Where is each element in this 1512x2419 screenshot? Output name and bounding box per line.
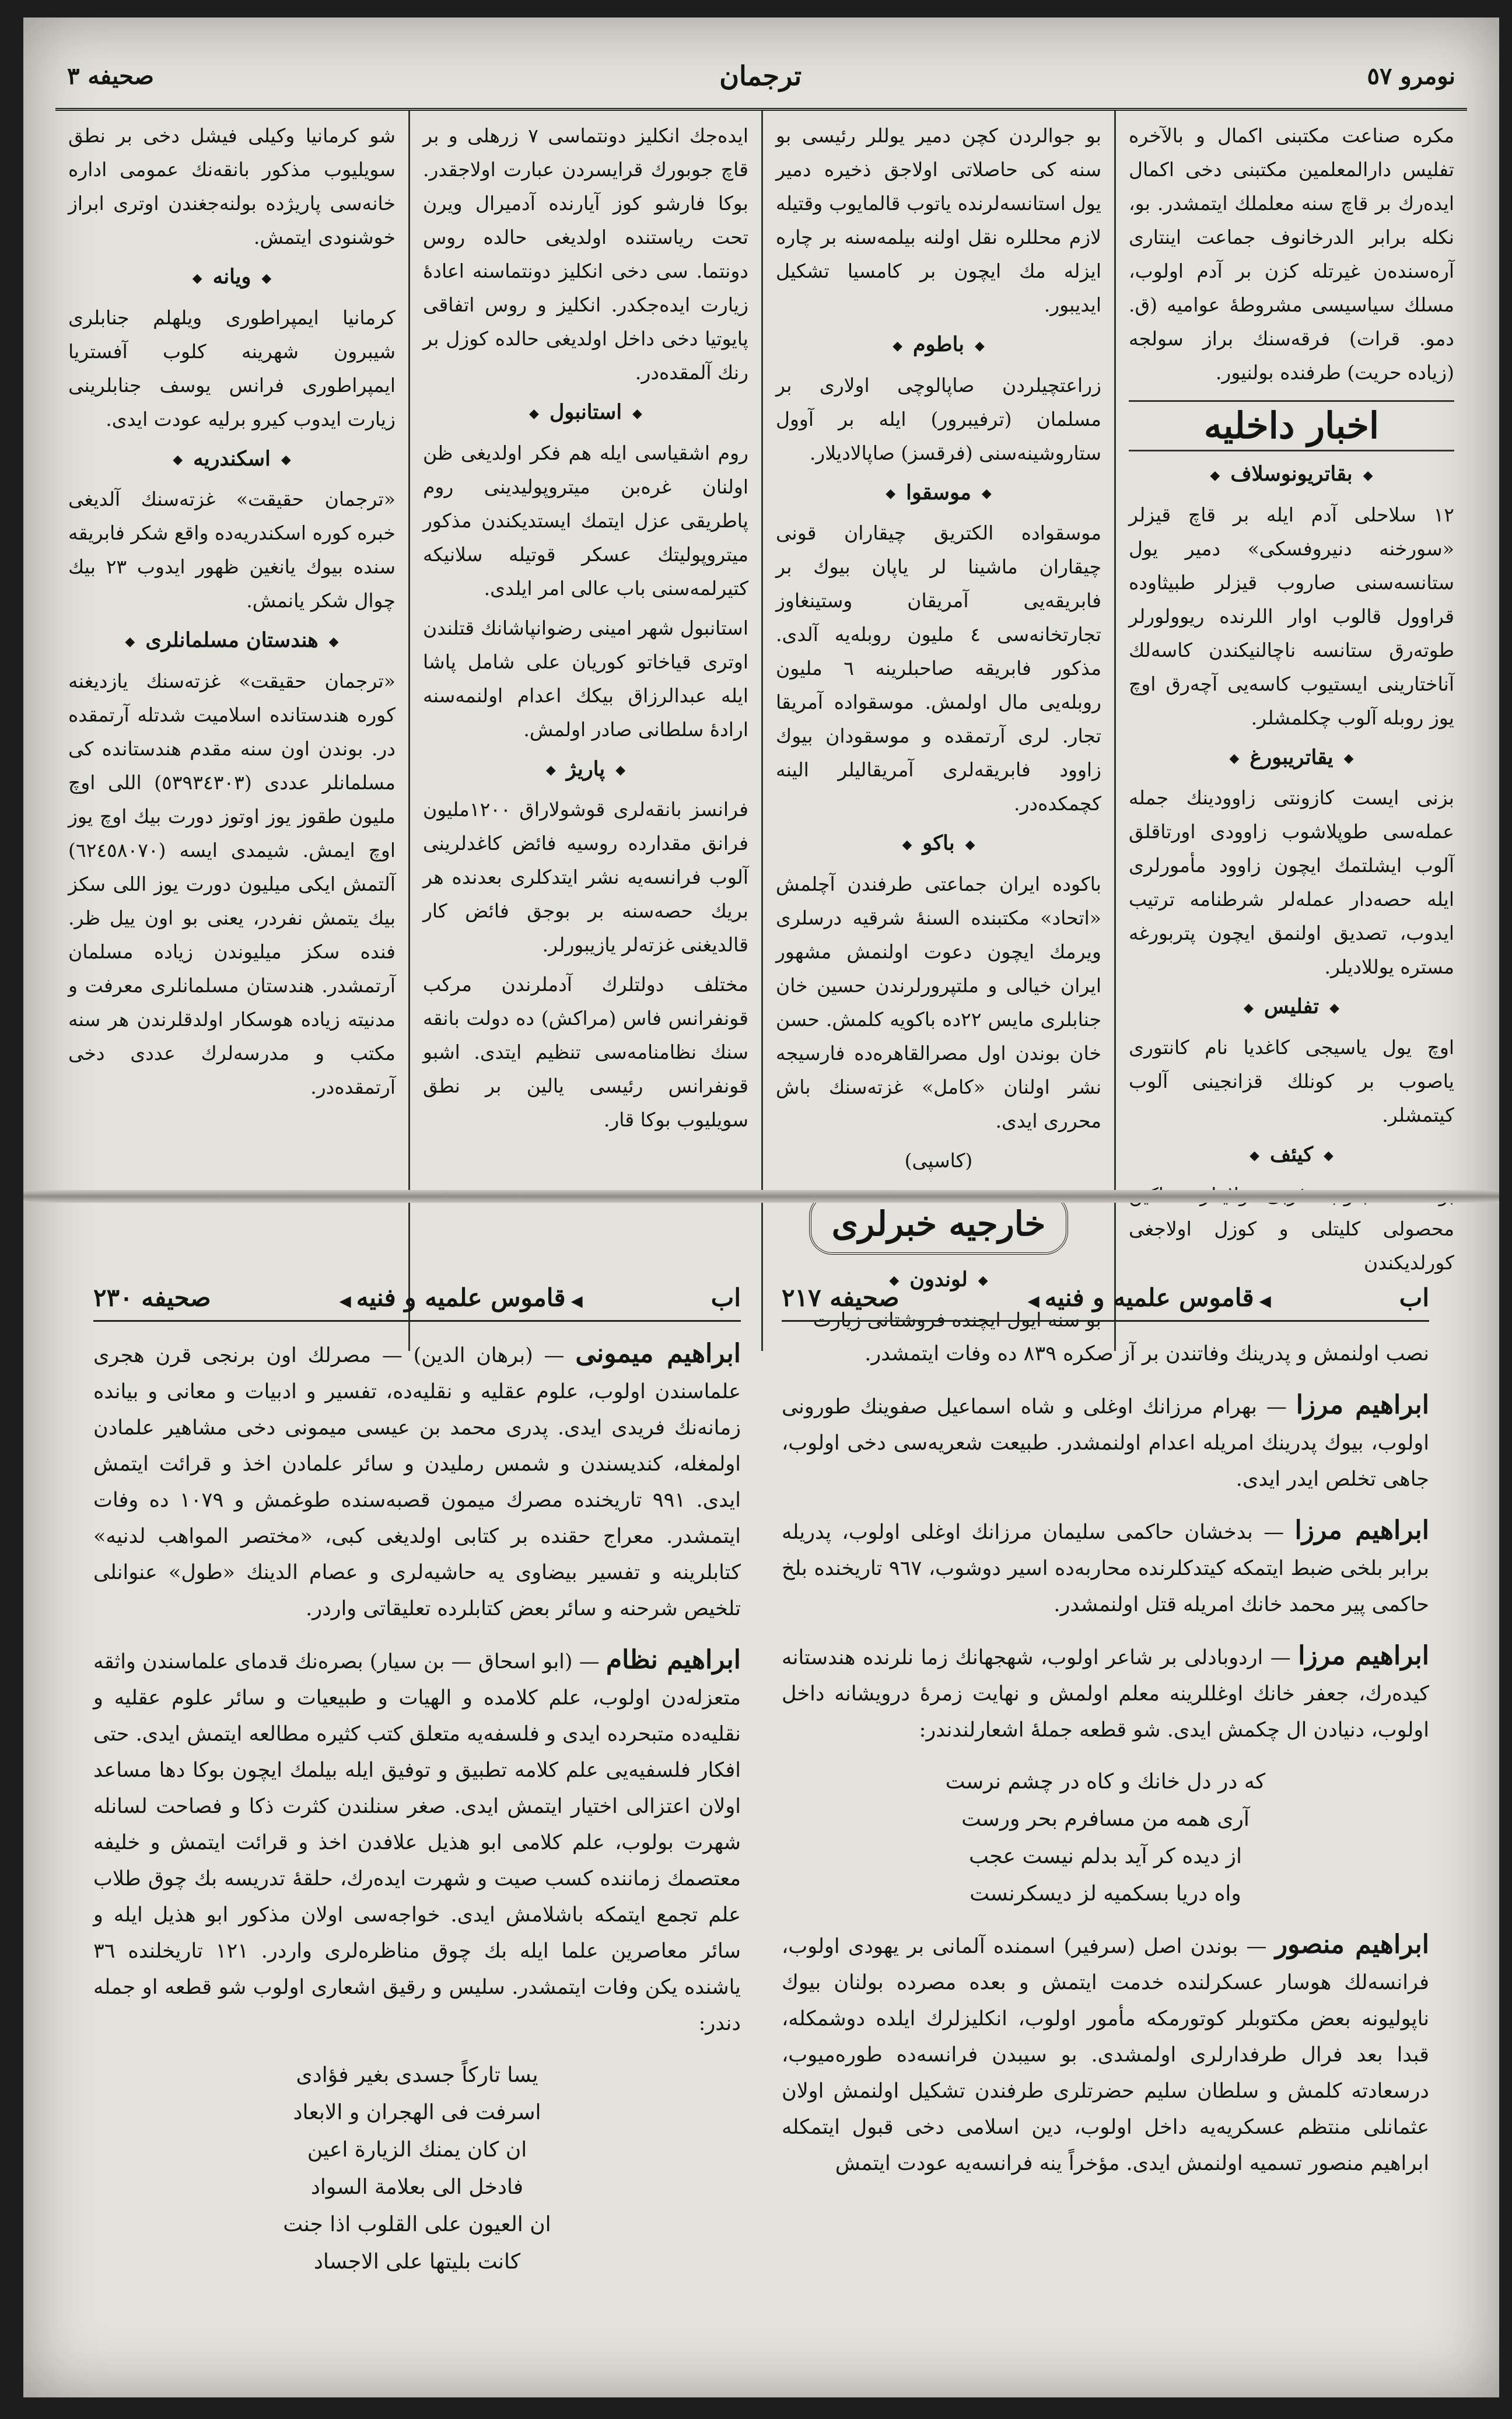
column-text: استانبول شهر امینی رضوانپاشانك قتلندن اوتری قیاخاتو کوریان علی شامل پاشا ایله عبدالرزاق بیکك اعدام اولنمەسنه ارادهٔ سلطانی صادر اولمش. bbox=[423, 616, 748, 741]
section-title: ◆ یقاتریبورغ ◆ bbox=[1129, 741, 1454, 776]
column-4 bbox=[55, 111, 408, 1351]
section-title: ◆ موسقوا ◆ bbox=[776, 476, 1101, 511]
page-fold bbox=[23, 1190, 1499, 1203]
section-title: ◆ تفلیس ◆ bbox=[1129, 990, 1454, 1025]
column-text: زراعتچیلردن صاپالوچی اولاری بر مسلمان (ترفیبرور) ایله بر آوول ستاروشینەسنی (فرقسز) صاپالادیلار. bbox=[776, 373, 1101, 464]
issue-number: نومرو ٥٧ bbox=[1367, 62, 1455, 90]
column-text: اوچ یول یاسیجی کاغدیا نام کانتوری یاصوب بر کونلك قزانجینی آلوب کیتمشلر. bbox=[1129, 1035, 1454, 1126]
dictionary-entry: ابراهیم منصور — بوندن اصل (سرفیر) اسمنده آلمانی بر یهودی اولوب، فرانسەلك هوسار عسکرلنده خدمت ایتمش و بعده مصرده بولنان بیوك ناپولیونه بعض مکتوبلر کوتورمکه مأمور اولوب، انکلیزلرك ایلده دوشمکله، قبدا بعد فرال طرفدارلری اولمشدی. بو سیبدن فرانسەدە طورەمیوب، درسعادتە کلمش و سلطان سلیم حضرتلری طرفندن تشکیل اولنمش اولان عثمانلی منتظم عسکریەیه داخل اولوب، دین اسلامی دخی قبول ایتمکله ابراهیم منصور تسمیه اولنمش ایدی. مؤخراً ینه فرانسەیه عودت ایتمش bbox=[782, 1930, 1429, 2175]
verse-line: اسرفت فی الهجران و الابعاد bbox=[293, 2101, 541, 2124]
encyclopedia-page-left bbox=[782, 1283, 1429, 2380]
source-signature: (کاسپی) bbox=[904, 1149, 973, 1172]
column-3 bbox=[408, 111, 761, 1351]
entry-headword: ابراهیم مرزا bbox=[1294, 1515, 1430, 1545]
verse-line: ان العیون علی القلوب اذا جنت bbox=[283, 2213, 551, 2236]
column-text: روم اشقیاسی ایله هم فکر اولدیغی ظن اولنان غرەبن میتروپولیدینی روم پاطریقی عزل ایتمك ایستدیکندن مذکور میتروپولیتك عسکر قوتیله سلانیکه کتیرلمەسنی باب عالی امر ایلدی. bbox=[423, 441, 748, 600]
column-text: فرانسز بانقەلری قوشولاراق ١٢٠٠ملیون فرانق مقداردە روسیه فائض کاغدلرینی آلوب فرانسەیه نشر ایتدکلری بعدنده هر بریك حصەسنه بر بوجق فائض کار قالدیغنی غزتەلر یازیبورلر. bbox=[423, 798, 748, 956]
column-text: شو کرمانیا وکیلی فیشل دخی بر نطق سویلیوب مذکور بانقەنك عمومی اداره خانەسی پاریژده بولنەجغندن اوتری ابراز خوشنودی ایتمش. bbox=[68, 124, 396, 248]
verse-line: ان کان یمنك الزیارة اعین bbox=[307, 2138, 527, 2162]
dictionary-entry: ابراهیم میمونی — (برهان الدین) — مصرلك اون برنجی قرن هجری علماسندن اولوب، علوم عقلیه و نقلیەدە، تفسیر و ادبیات و معانی و بیانده زمانەنك فریدی ایدی. پدری محمد بن عیسی میمونی دخی مشاهیر علمادن اولمغله، کندیسندن و شمس رملیدن و سائر علمادن اخذ و قرائت ایتمش ایدی. ٩٩١ تاریخنده مصرك میمون قصبەسنده طوغمش و ١٠٧٩ ده وفات ایتمشدر. معراج حقنده بر کتابی اولدیغی کبی، «مختصر المواهب لدنیه» کتابلرینه و تفسیر بیضاوی یه حاشیەلری و عصام الدینك «طول» عنوانلی تلخیص شرحنه و سائر بعض کتابلرده تعلیقاتی واردر. bbox=[93, 1339, 741, 1620]
entry-continuation: نصب اولنمش و پدرینك وفاتندن بر آز صکره ٨٣٩ ده وفات ایتمشدر. bbox=[864, 1342, 1429, 1366]
poem-verse bbox=[93, 2057, 741, 2281]
entry-headword: ابراهیم میمونی bbox=[575, 1339, 741, 1368]
column-text: بزنی ایست کازونتی زاوودینك جمله عملەسی طوپلاشوب زاوودی اورتاقلق آلوب ایشلتمك ایچون زاوود مأمورلری ایله حصەدار عملەلر شرطنامه ترتیب ایدوب، تصدیق اولنمق ایچون پتربورغه مستره یوللادیلر. bbox=[1129, 786, 1454, 978]
column-1 bbox=[1114, 111, 1467, 1351]
section-letters: اب bbox=[1399, 1283, 1429, 1312]
encyclopedia-page-right bbox=[93, 1283, 741, 2380]
column-text: «ترجمان حقیقت» غزتەسنك آلدیغی خبره کوره اسکندریەدە واقع شکر فابریقه سنده بیوك یانغین ظهور ایدوب ٢٣ بیك چوال شکر یانمش. bbox=[68, 488, 396, 612]
verse-line: که در دل خانك و کاه در چشم نرست bbox=[945, 1770, 1266, 1794]
column-text: محصولی کلیتلی و کوزل اولاجغی کورلدیکندن bbox=[1129, 1217, 1454, 1274]
verse-line: یسا تارکاً جسدی بغیر فؤادی bbox=[296, 2063, 538, 2087]
page-number: صحیفه ٣ bbox=[67, 62, 154, 90]
section-heading-foreign-news: خارجیه خبرلری bbox=[809, 1193, 1068, 1255]
entry-text: اردوبادلی بر شاعر اولوب، شهجهانك زما نلرنده هندستانه کیدەرك، جعفر خانك اوغللرینه معلم اولمش و نهایت زمرهٔ درویشانه داخل اولوب، دنیادن ال چکمش ایدی. شو قطعه جملهٔ اشعارلندندر: bbox=[782, 1646, 1429, 1742]
page-number: صحیفه ٢١٧ bbox=[782, 1283, 900, 1312]
entry-headword: ابراهیم مرزا bbox=[1298, 1641, 1429, 1671]
column-text: بو سنه ایول ایچنده فروشتانی زیارت bbox=[813, 1308, 1101, 1331]
section-title: ◆ ویانه ◆ bbox=[68, 260, 396, 295]
section-title: ◆ هندستان مسلمانلری ◆ bbox=[68, 624, 396, 659]
entry-headword: ابراهیم مرزا bbox=[1296, 1390, 1429, 1420]
newspaper-title: ترجمان bbox=[719, 60, 802, 92]
column-2 bbox=[761, 111, 1114, 1351]
entry-text: (برهان الدین) — مصرلك اون برنجی قرن هجری علماسندن اولوب، علوم عقلیه و نقلیەدە، تفسیر و ادبیات و معانی و بیانده زمانەنك فریدی ایدی. پدری محمد بن عیسی میمونی دخی مشاهیر علمادن اولمغله، کندیسندن و شمس رملیدن و سائر علمادن اخذ و قرائت ایتمش ایدی. ٩٩١ تاریخنده مصرك میمون قصبەسنده طوغمش و ١٠٧٩ ده وفات ایتمشدر. معراج حقنده بر کتابی اولدیغی کبی، «مختصر المواهب لدنیه» کتابلرینه و تفسیر بیضاوی یه حاشیەلری و عصام الدینك «طول» عنوانلی تلخیص شرحنه و سائر بعض کتابلرده تعلیقاتی واردر. bbox=[93, 1344, 741, 1620]
section-title: ◆ پاریژ ◆ bbox=[423, 752, 748, 787]
section-title: ◆ کیئف ◆ bbox=[1129, 1138, 1454, 1173]
masthead bbox=[55, 44, 1467, 111]
page-number: صحیفه ٢٣٠ bbox=[93, 1283, 211, 1312]
dictionary-entry: ابراهیم مرزا — اردوبادلی بر شاعر اولوب، شهجهانك زما نلرنده هندستانه کیدەرك، جعفر خانك اوغللرینه معلم اولمش و نهایت زمرهٔ درویشانه داخل اولوب، دنیادن ال چکمش ایدی. شو قطعه جملهٔ اشعارلندندر: bbox=[782, 1641, 1429, 1742]
poem-verse bbox=[782, 1763, 1429, 1913]
section-title: ◆ باطوم ◆ bbox=[776, 328, 1101, 363]
column-text: مکره صناعت مکتبنی اکمال و بالآخره تفلیس دارالمعلمین مکتبنی دخی اکمال ایدەرك بر قاچ سنه معلملك ایتمشدر. بو، نکله برابر الدرخانوف جماعت اینتاری آرەسندەن غیرتله کزن بر آدم اولوب، مسلك سیاسیسی مشروطهٔ عوامیه (ق. دمو. قرات) فرقەسنك براز سولجه (زیادە حریت) طرفندە بولنیور. bbox=[1129, 124, 1454, 384]
section-title: ◆ اسکندریه ◆ bbox=[68, 442, 396, 477]
section-heading-domestic-news: اخبار داخلیه bbox=[1129, 400, 1454, 451]
section-title: ◆ استانبول ◆ bbox=[423, 395, 748, 430]
section-title: ◆ بقاتریونوسلاف ◆ bbox=[1129, 457, 1454, 492]
column-text: موسقوادە الکتریق چیقاران قونی چیقاران ماشینا لر یاپان بیوك بر فابریقەیی آمریقان وستینغاوز تجارتخانەسی ٤ ملیون روبلەیه آلدی. مذکور فابریقه صاحبلرینه ٦ ملیون روبلەیی مال اولمش. موسقوادە آمریقا تجار. لری آرتمقده و موسقودان بیوك زاوود فابریقەلری آمریقالیلر الینه کچمکدەدر. bbox=[776, 521, 1101, 815]
book-title: ◀ قاموس علمیه و فنیه ◀ bbox=[1028, 1283, 1271, 1312]
column-text: کرمانیا ایمپراطوری ویلهلم جنابلری شیبرون شهرینه کلوب آفستریا ایمپراطوری فرانس یوسف جنابلرینی زیارت ایدوب کیرو برلیه عودت ایدی. bbox=[68, 306, 396, 430]
entry-text: بدخشان حاکمی سلیمان مرزانك اوغلی اولوب، پدریله برابر بلخی ضبط ایتمکه کیتدکلرنده محاربەدە اسیر دوشوب، ٩٦٧ تاریخنده بلخ حاکمی پیر محمد خانك امریله قتل اولنمشدر. bbox=[782, 1521, 1429, 1616]
entry-text: بوندن اصل (سرفیر) اسمنده آلمانی بر یهودی اولوب، فرانسەلك هوسار عسکرلنده خدمت ایتمش و بعده مصرده بولنان بیوك ناپولیونه بعض مکتوبلر کوتورمکه مأمور اولوب، انکلیزلرك ایلده دوشمکله، قبدا بعد فرال طرفدارلری اولمشدی. بو سیبدن فرانسەدە طورەمیوب، درسعادتە کلمش و سلطان سلیم حضرتلری طرفندن تشکیل اولنمش اولان عثمانلی منتظم عسکریەیه داخل اولوب، دین اسلامی دخی قبول ایتمکله ابراهیم منصور تسمیه اولنمش ایدی. مؤخراً ینه فرانسەیه عودت ایتمش bbox=[782, 1935, 1429, 2175]
column-text: ١٢ سلاحلی آدم ایله بر قاچ قیزلر «سورخنه دنیروفسکی» دمیر یول ستانسەسنی صاروب قیزلر طبیثاوده قراوول قالوب اوار اللرنده ریوولورلر طوتەرق ستانسه ناچالنیکندن کاسەلك آناختارینی ایستیوب کاسەیی آچەرق اوچ یوز روبله آلوب چکلمشلر. bbox=[1129, 503, 1454, 729]
section-letters: اب bbox=[710, 1283, 741, 1312]
column-text: باکوده ایران جماعتی طرفندن آچلمش «اتحاد» مکتبنده السنهٔ شرقیه درسلری ویرمك ایچون دعوت اولنمش مشهور ایران خیالی و ملتپرورلرندن حسین خان جنابلری مایس ٢٢ده باکویه کلمش. حسن خان بوندن اول مصرالقاهرەدە فارسیجه نشر اولنان «کامل» غزتەسنك باش محرری ایدی. bbox=[776, 872, 1102, 1132]
section-title: ◆ باکو ◆ bbox=[776, 827, 1101, 862]
column-text: «ترجمان حقیقت» غزتەسنك یازدیغنه کوره هندستانده اسلامیت شدتله آرتمقدە در. بوندن اون سنه مقدم هندستانده کی مسلمانلر عددی (٥٣٩٣٤٣٠٣) اللی اوچ ملیون طقوز یوز اوتوز دورت بیك اوچ یوز اوچ ایمش. شیمدی ایسه (٦٢٤٥٨٠٧٠) آلتمش ایکی میلیون دورت یوز اللی سکز بیك یتمش نفردر، یعنی بو اون ییل ظر. فنده سکز میلیوندن زیاده مسلمان آرتمشدر. هندستان مسلمانلری معرفت و مدنیته زیاده هوسکار اولدقلرندن هر سنه مکتب و مدرسەلرك عددی دخی آرتمقدەدر. bbox=[68, 669, 396, 1098]
dictionary-entry: ابراهیم مرزا — بدخشان حاکمی سلیمان مرزانك اوغلی اولوب، پدریله برابر بلخی ضبط ایتمکه کیتدکلرنده محاربەدە اسیر دوشوب، ٩٦٧ تاریخنده بلخ حاکمی پیر محمد خانك امریله قتل اولنمشدر. bbox=[782, 1515, 1430, 1616]
column-text: ایدەجك انکلیز دونتماسی ٧ زرهلی و بر قاچ جوبورك قرایسردن عبارت اولاجقدر. بوکا فارشو کوز آیارنده آدمیرال ویرن تحت ریاستنده اولدیغی حالده روس دونتما. سی دخی انکلیز دونتماسنه اعادهٔ زیارت ایدەجکدر. انکلیز و روس اتفاقی پایوتیا دخی داخل اولدیغی حالده کوزل بر رنك آلمقدەدر. bbox=[423, 124, 748, 384]
book-title: ◀ قاموس علمیه و فنیه ◀ bbox=[340, 1283, 583, 1312]
column-text: بو جوالردن کچن دمیر یوللر رئیسی بو سنه کی حاصلاتی اولاجق ذخیره دمیر یول استانسەلرندە یاتوب قالمایوب وقتیله لازم محللره نقل اولنه بیلمەسنه بر چاره ایزله مك ایچون بر کامسیا تشکیل ایدیبور. bbox=[776, 124, 1101, 316]
entry-text: بهرام مرزانك اوغلی و شاه اسماعیل صفوینك طورونی اولوب، بیوك پدرینك امریله اعدام اولنمشدر. طبیعت شعریەسی دخی اولوب، جاهی تخلص ایدر ایدی. bbox=[782, 1395, 1429, 1491]
verse-line: واه دریا بسکمیه لز دیسکرنست bbox=[970, 1882, 1241, 1906]
encyclopedia-spread bbox=[93, 1283, 1429, 2380]
page-header bbox=[782, 1283, 1429, 1322]
page-header bbox=[93, 1283, 741, 1322]
entry-headword: ابراهیم منصور bbox=[1275, 1930, 1429, 1959]
entry-headword: ابراهیم نظام bbox=[606, 1645, 741, 1675]
verse-line: آری همه من مسافرم بحر ورست bbox=[961, 1807, 1250, 1831]
column-text: مختلف دولتلرك آدملرندن مرکب قونفرانس فاس (مراکش) ده دولت بانقه سنك نظامنامەسی تنظیم ایتدی. اشبو قونفرانس رئیسی یالین بر نطق سویلیوب بوکا قار. bbox=[423, 973, 748, 1131]
dictionary-entry: ابراهیم نظام — (ابو اسحاق — بن سیار) بصرەنك قدمای علماسندن واثقه متعزلەدن اولوب، علم کلامده و الهیات و طبیعیات و سائر علوم عقلیه و نقلیەدە متبحرده ایدی و فلسفەیه متعلق کتب کثیره مطالعه ایتمش ایدی. حتی افکار فلسفیەیی علم کلامه تطبیق و توفیق ایله بیلمك ایچون بوکا دها مساعد اولان اعتزالی اختیار ایتمش ایدی. صغر سنلندن کثرت ذکا و فصاحت لسانله شهرت بولوب، علم کلامی ابو هذیل علافدن اخذ و قرائت ایتمش و خلیفه معتصمك زمانندە کسب صیت و شهرت ایدەرك، حلقهٔ تدریسه بك چوق طلاب علم تجمع ایتمکه باشلامش ایدی. خواجەسی اولان مذکور ابو هذیل ایله و سائر معاصرین علما ایله بك چوق مناظرەلری واردر. ١٢١ تاریخلنده ٣٦ یاشنده یکن وفات ایتمشدر. سلیس و رقیق اشعاری اولوب شو قطعه او جمله دندر: bbox=[93, 1645, 741, 2035]
verse-line: از دیده کر آید بدلم نیست عجب bbox=[968, 1844, 1242, 1868]
verse-line: کانت بلیتها علی الاجساد bbox=[313, 2250, 521, 2274]
entry-text: (ابو اسحاق — بن سیار) بصرەنك قدمای علماسندن واثقه متعزلەدن اولوب، علم کلامده و الهیات و طبیعیات و سائر علوم عقلیه و نقلیەدە متبحرده ایدی و فلسفەیه متعلق کتب کثیره مطالعه ایتمش ایدی. حتی افکار فلسفیەیی علم کلامه تطبیق و توفیق ایله بیلمك ایچون بوکا دها مساعد اولان اعتزالی اختیار ایتمش ایدی. صغر سنلندن کثرت ذکا و فصاحت لسانله شهرت بولوب، علم کلامی ابو هذیل علافدن اخذ و قرائت ایتمش و خلیفه معتصمك زمانندە کسب صیت و شهرت ایدەرك، حلقهٔ تدریسه بك چوق طلاب علم تجمع ایتمکه باشلامش ایدی. خواجەسی اولان مذکور ابو هذیل ایله و سائر معاصرین علما ایله بك چوق مناظرەلری واردر. ١٢١ تاریخلنده ٣٦ یاشنده یکن وفات ایتمشدر. سلیس و رقیق اشعاری اولوب شو قطعه او جمله دندر: bbox=[93, 1650, 741, 2035]
section-title: ◆ لوندون ◆ bbox=[776, 1263, 1101, 1298]
dictionary-entry: ابراهیم مرزا — بهرام مرزانك اوغلی و شاه اسماعیل صفوینك طورونی اولوب، بیوك پدرینك امریله اعدام اولنمشدر. طبیعت شعریەسی دخی اولوب، جاهی تخلص ایدر ایدی. bbox=[782, 1390, 1429, 1491]
verse-line: فادخل الی بعلامة السواد bbox=[310, 2175, 524, 2199]
